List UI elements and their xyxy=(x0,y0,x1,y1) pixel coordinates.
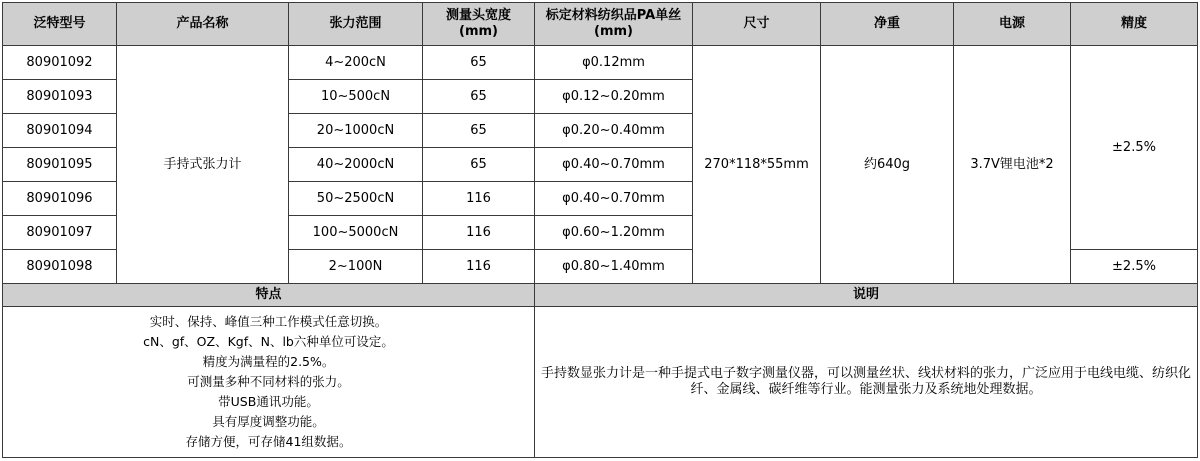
header-row xyxy=(3,3,1198,46)
head-width-label: 测量头宽度 (mm) xyxy=(445,8,511,39)
product-name-cell: 手持式张力计 xyxy=(117,46,289,284)
model-cell: 80901092 xyxy=(3,46,117,80)
feature-item: 带USB通讯功能。 xyxy=(218,394,319,409)
section-header-row xyxy=(3,284,1198,307)
weight-cell: 约640g xyxy=(821,46,954,284)
accuracy-cell: ±2.5% xyxy=(1071,46,1198,250)
width-cell: 65 xyxy=(423,80,535,114)
section-body-row xyxy=(3,307,1198,458)
feature-item: 存储方便，可存储41组数据。 xyxy=(185,434,352,449)
range-cell: 100~5000cN xyxy=(289,216,423,250)
col-header-calib: 标定材料纺织品PA单丝(mm) xyxy=(535,3,693,46)
range-cell: 40~2000cN xyxy=(289,148,423,182)
accuracy-cell-last: ±2.5% xyxy=(1071,250,1198,284)
width-cell: 65 xyxy=(423,148,535,182)
width-cell: 116 xyxy=(423,216,535,250)
col-header-model: 泛特型号 xyxy=(3,3,117,46)
col-header-accuracy: 精度 xyxy=(1071,3,1198,46)
model-cell: 80901093 xyxy=(3,80,117,114)
model-cell: 80901097 xyxy=(3,216,117,250)
model-cell: 80901096 xyxy=(3,182,117,216)
range-cell: 20~1000cN xyxy=(289,114,423,148)
model-cell: 80901094 xyxy=(3,114,117,148)
range-cell: 10~500cN xyxy=(289,80,423,114)
model-cell: 80901095 xyxy=(3,148,117,182)
description-cell: 手持数显张力计是一种手提式电子数字测量仪器，可以测量丝状、线状材料的张力，广泛应用于电线电缆、纺织化纤、金属线、碳纤维等行业。能测量张力及系统地处理数据。 xyxy=(535,307,1198,458)
col-header-name: 产品名称 xyxy=(117,3,289,46)
width-cell: 116 xyxy=(423,250,535,284)
table-row xyxy=(3,46,1198,80)
power-cell: 3.7V锂电池*2 xyxy=(954,46,1071,284)
width-cell: 65 xyxy=(423,46,535,80)
feature-item: 可测量多种不同材料的张力。 xyxy=(187,374,350,389)
feature-item: cN、gf、OZ、Kgf、N、lb六种单位可设定。 xyxy=(143,334,394,349)
feature-item: 实时、保持、峰值三种工作模式任意切换。 xyxy=(149,314,388,329)
col-header-weight: 净重 xyxy=(821,3,954,46)
calib-cell: φ0.40~0.70mm xyxy=(535,182,693,216)
spec-table xyxy=(2,2,1198,458)
range-cell: 50~2500cN xyxy=(289,182,423,216)
size-cell: 270*118*55mm xyxy=(693,46,821,284)
calib-cell: φ0.20~0.40mm xyxy=(535,114,693,148)
col-header-power: 电源 xyxy=(954,3,1071,46)
features-cell xyxy=(3,307,535,458)
features-title: 特点 xyxy=(3,284,535,307)
calib-cell: φ0.40~0.70mm xyxy=(535,148,693,182)
width-cell: 116 xyxy=(423,182,535,216)
description-title: 说明 xyxy=(535,284,1198,307)
calib-cell: φ0.60~1.20mm xyxy=(535,216,693,250)
calib-cell: φ0.12mm xyxy=(535,46,693,80)
col-header-size: 尺寸 xyxy=(693,3,821,46)
calib-cell: φ0.80~1.40mm xyxy=(535,250,693,284)
calib-cell: φ0.12~0.20mm xyxy=(535,80,693,114)
model-cell: 80901098 xyxy=(3,250,117,284)
col-header-range: 张力范围 xyxy=(289,3,423,46)
col-header-head-width xyxy=(423,3,535,46)
features-list xyxy=(3,312,534,452)
range-cell: 2~100N xyxy=(289,250,423,284)
feature-item: 精度为满量程的2.5%。 xyxy=(202,354,335,369)
range-cell: 4~200cN xyxy=(289,46,423,80)
width-cell: 65 xyxy=(423,114,535,148)
feature-item: 具有厚度调整功能。 xyxy=(212,414,325,429)
